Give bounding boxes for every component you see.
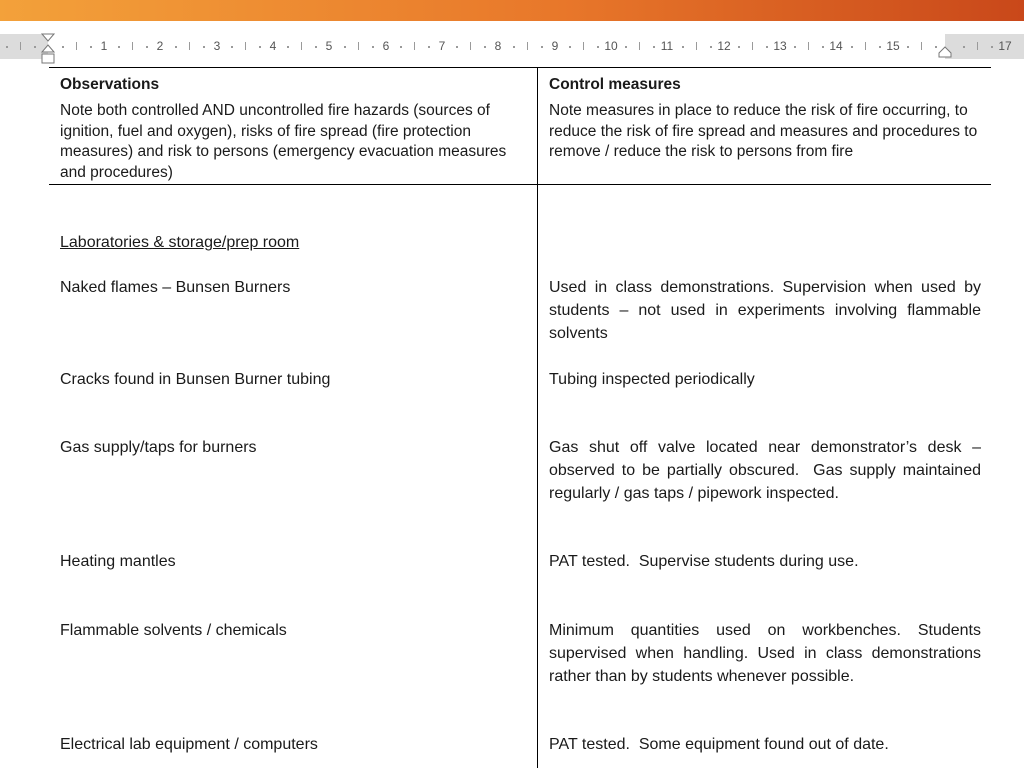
ruler-dot bbox=[62, 46, 64, 48]
ruler-dot bbox=[287, 46, 289, 48]
ruler-tick bbox=[752, 42, 753, 50]
ruler-tick bbox=[865, 42, 866, 50]
ruler-dot bbox=[203, 46, 205, 48]
ruler-tick bbox=[696, 42, 697, 50]
ruler-dot bbox=[653, 46, 655, 48]
ruler-dot bbox=[822, 46, 824, 48]
ruler-dot bbox=[118, 46, 120, 48]
ruler-dot bbox=[597, 46, 599, 48]
observation-cell: Heating mantles bbox=[60, 553, 176, 570]
ruler-dot bbox=[146, 46, 148, 48]
table-top-border bbox=[49, 67, 991, 68]
observations-description: Note both controlled AND uncontrolled fire hazards (sources of ignition, fuel and oxygen), risks of fire spread (fire protection measures) and risk to persons (emergency evacuation measures and procedures) bbox=[60, 102, 511, 182]
control-cell: Tubing inspected periodically bbox=[549, 371, 755, 388]
ruler-dot bbox=[259, 46, 261, 48]
ruler-dot bbox=[541, 46, 543, 48]
ruler-tick bbox=[189, 42, 190, 50]
observation-cell: Electrical lab equipment / computers bbox=[60, 736, 318, 753]
ruler-tick bbox=[301, 42, 302, 50]
control-measures-description: Note measures in place to reduce the risk of fire occurring, to reduce the risk of fire spread and measures and procedures to remove / reduce the risk to persons from fire bbox=[549, 102, 982, 161]
ruler-number: 17 bbox=[998, 39, 1012, 53]
ruler-tick bbox=[76, 42, 77, 50]
control-cell: Minimum quantities used on workbenches. Students supervised when handling. Used in class demonstrations rather than by students whenever possible. bbox=[549, 622, 986, 685]
ruler-tick bbox=[977, 42, 978, 50]
ruler-dot bbox=[710, 46, 712, 48]
ruler-dot bbox=[90, 46, 92, 48]
section-heading: Laboratories & storage/prep room bbox=[60, 234, 300, 251]
ruler-number: 2 bbox=[156, 39, 164, 53]
ruler-dot bbox=[400, 46, 402, 48]
ruler-dot bbox=[231, 46, 233, 48]
ruler-number: 7 bbox=[438, 39, 446, 53]
ruler-number: 12 bbox=[717, 39, 731, 53]
control-cell: Used in class demonstrations. Supervision when used by students – not used in experiments involving flammable solvents bbox=[549, 279, 986, 342]
ruler-tick bbox=[527, 42, 528, 50]
ruler-dot bbox=[851, 46, 853, 48]
ruler-dot bbox=[484, 46, 486, 48]
ruler-dot bbox=[682, 46, 684, 48]
ruler-tick bbox=[470, 42, 471, 50]
control-cell: PAT tested. Some equipment found out of date. bbox=[549, 736, 889, 753]
observation-cell: Flammable solvents / chemicals bbox=[60, 622, 287, 639]
ruler-dot bbox=[34, 46, 36, 48]
ruler-number: 13 bbox=[773, 39, 787, 53]
ruler-tick bbox=[132, 42, 133, 50]
control-cell: PAT tested. Supervise students during use. bbox=[549, 553, 859, 570]
ruler-tick bbox=[921, 42, 922, 50]
ruler-dot bbox=[6, 46, 8, 48]
ruler-dot bbox=[738, 46, 740, 48]
ruler-dot bbox=[428, 46, 430, 48]
ruler-number: 11 bbox=[660, 39, 674, 53]
ruler-dot bbox=[344, 46, 346, 48]
ruler-number: 14 bbox=[829, 39, 843, 53]
ruler-dot bbox=[456, 46, 458, 48]
ruler-number: 9 bbox=[551, 39, 559, 53]
first-line-indent-marker[interactable] bbox=[41, 33, 55, 65]
ruler-number: 10 bbox=[604, 39, 618, 53]
ruler-tick bbox=[20, 42, 21, 50]
ruler-number: 5 bbox=[325, 39, 333, 53]
observation-cell: Cracks found in Bunsen Burner tubing bbox=[60, 371, 331, 388]
observation-cell: Gas supply/taps for burners bbox=[60, 439, 257, 456]
table-column-divider bbox=[537, 67, 538, 768]
ruler-number: 6 bbox=[382, 39, 390, 53]
control-measures-header: Control measures bbox=[549, 76, 681, 93]
ruler-dot bbox=[625, 46, 627, 48]
ruler-dot bbox=[175, 46, 177, 48]
ruler-dot bbox=[569, 46, 571, 48]
ruler-tick bbox=[358, 42, 359, 50]
right-indent-marker[interactable] bbox=[938, 46, 952, 58]
observations-header: Observations bbox=[60, 76, 160, 93]
ruler-dot bbox=[991, 46, 993, 48]
ruler-dot bbox=[935, 46, 937, 48]
ruler-number: 4 bbox=[269, 39, 277, 53]
horizontal-ruler[interactable] bbox=[0, 34, 1024, 59]
ruler-number: 15 bbox=[886, 39, 900, 53]
ruler-tick bbox=[808, 42, 809, 50]
table-header-divider bbox=[49, 184, 991, 185]
ruler-number: 8 bbox=[494, 39, 502, 53]
ruler-dot bbox=[963, 46, 965, 48]
ruler-dot bbox=[513, 46, 515, 48]
ruler-tick bbox=[414, 42, 415, 50]
ruler-dot bbox=[879, 46, 881, 48]
ruler-dot bbox=[766, 46, 768, 48]
ruler-number: 3 bbox=[213, 39, 221, 53]
ruler-tick bbox=[245, 42, 246, 50]
ruler-number: 1 bbox=[100, 39, 108, 53]
control-cell: Gas shut off valve located near demonstrator’s desk – observed to be partially obscured. Gas supply maintained regularly / gas taps / pipework inspected. bbox=[549, 439, 986, 502]
ruler-dot bbox=[372, 46, 374, 48]
ruler-right-margin bbox=[945, 34, 1024, 59]
ribbon-accent-bar bbox=[0, 0, 1024, 21]
ruler-dot bbox=[794, 46, 796, 48]
ruler-dot bbox=[315, 46, 317, 48]
ruler-tick bbox=[583, 42, 584, 50]
ruler-tick bbox=[639, 42, 640, 50]
observation-cell: Naked flames – Bunsen Burners bbox=[60, 279, 291, 296]
ruler-dot bbox=[907, 46, 909, 48]
